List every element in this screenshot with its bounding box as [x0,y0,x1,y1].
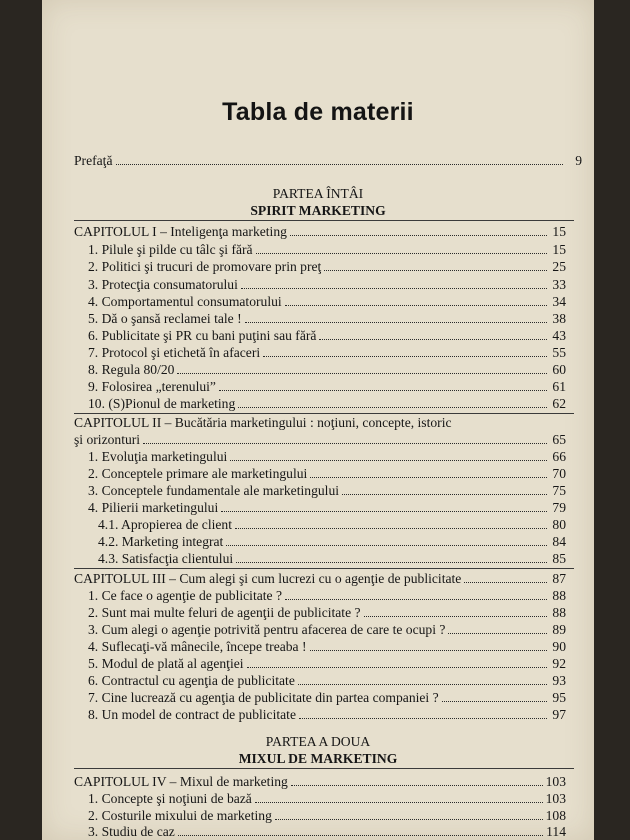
entry-page: 93 [552,673,566,688]
entry-label: 8. Un model de contract de publicitate [88,707,296,722]
entry-page: 15 [552,242,566,257]
entry-label: 1. Evoluţia marketingului [88,449,228,464]
entry-label: 7. Protocol şi etichetă în afaceri [88,345,261,360]
entry-page: 114 [546,824,566,839]
entry-page: 79 [552,500,566,515]
entry-label: 3. Cum alegi o agenţie potrivită pentru afacerea de care te ocupi ? [88,622,446,637]
dot-leader [116,153,564,165]
dot-leader [177,362,547,374]
toc-entry [88,328,566,344]
entry-page: 65 [552,432,566,447]
toc-entry [88,379,566,395]
entry-label: 5. Modul de plată al agenţiei [88,656,244,671]
dot-leader [247,656,547,668]
entry-label: 9. Folosirea „terenului” [88,379,216,394]
entry-label: 4. Comportamentul consumatorului [88,294,282,309]
entry-label: 1. Concepte şi noţiuni de bază [88,791,252,806]
toc-entry [88,449,566,465]
toc-entry [88,500,566,516]
chapter-title: CAPITOLUL I – Inteligenţa marketing [74,224,287,239]
toc-entry [88,294,566,310]
chapter-entry [74,224,566,240]
part-heading: PARTEA ÎNTÂI [272,186,364,201]
dot-leader [448,622,547,634]
entry-label: 2. Politici şi trucuri de promovare prin preţ [88,259,322,274]
entry-page: 55 [552,345,566,360]
toc-entry [88,808,566,824]
entry-label: 10. (S)Pionul de marketing [88,396,236,411]
toc-entry [88,791,566,807]
toc-entry [88,656,566,672]
entry-label: 8. Regula 80/20 [88,362,175,377]
toc-entry [88,707,566,723]
entry-page: 38 [552,311,566,326]
dot-leader [241,277,547,289]
chapter-entry-continued [74,432,566,448]
toc-entry [88,483,566,499]
dot-leader [245,311,547,323]
entry-page: 33 [552,277,566,292]
entry-label: 4.2. Marketing integrat [98,534,224,549]
toc-entry [88,242,566,258]
entry-page: 95 [552,690,566,705]
divider [74,568,574,569]
entry-page: 61 [552,379,566,394]
chapter-title: CAPITOLUL II – Bucătăria marketingului : noţiuni, concepte, istoric [74,415,452,430]
entry-page: 89 [552,622,566,637]
part-name: MIXUL DE MARKETING [238,751,398,766]
toc-entry [88,690,566,706]
dot-leader [285,294,547,306]
entry-page: 75 [552,483,566,498]
part-name: SPIRIT MARKETING [250,203,386,218]
entry-page: 60 [552,362,566,377]
entry-page: 97 [552,707,566,722]
dot-leader [310,639,547,651]
entry-label: 1. Pilule şi pilde cu tâlc şi fără [88,242,253,257]
entry-label: 2. Conceptele primare ale marketingului [88,466,308,481]
toc-entry [88,466,566,482]
entry-label: 3. Protecţia consumatorului [88,277,238,292]
dot-leader [226,534,547,546]
entry-page: 62 [552,396,566,411]
entry-label: 4. Suflecaţi-vă mânecile, începe treaba ! [88,639,307,654]
dot-leader [364,605,547,617]
entry-page: 66 [552,449,566,464]
dot-leader [236,551,547,563]
chapter-entry [74,774,566,790]
entry-label: 3. Studiu de caz [88,824,175,839]
entry-page: 88 [552,588,566,603]
dot-leader [235,517,547,529]
dot-leader [285,588,547,600]
entry-page: 9 [575,153,582,168]
divider [74,220,574,221]
toc-entry [88,396,566,412]
entry-page: 84 [552,534,566,549]
toc-entry [88,673,566,689]
part-heading: PARTEA A DOUA [265,734,371,749]
entry-label: 4.3. Satisfacţia clientului [98,551,234,566]
entry-page: 43 [552,328,566,343]
toc-subentry [98,517,566,533]
entry-label: 4.1. Apropierea de client [98,517,232,532]
entry-page: 103 [545,791,566,806]
entry-page: 80 [552,517,566,532]
dot-leader [342,483,547,495]
toc-entry [88,362,566,378]
dot-leader [256,242,547,254]
toc-entry [88,824,566,840]
entry-page: 92 [552,656,566,671]
entry-label: 7. Cine lucrează cu agenţia de publicitate din partea companiei ? [88,690,439,705]
chapter-title-continued: şi orizonturi [74,432,141,447]
dot-leader [238,396,547,408]
toc-entry [88,311,566,327]
page-title: Tabla de materii [222,98,414,126]
entry-label: 1. Ce face o agenţie de publicitate ? [88,588,282,603]
entry-page: 25 [552,259,566,274]
entry-label: 4. Pilierii marketingului [88,500,219,515]
dot-leader [290,224,547,236]
dot-leader [319,328,547,340]
divider [74,768,574,769]
entry-label: 2. Sunt mai multe feluri de agenţii de publicitate ? [88,605,361,620]
entry-page: 70 [552,466,566,481]
toc-entry [88,277,566,293]
dot-leader [324,259,547,271]
chapter-entry [74,415,566,431]
entry-label: Prefaţă [74,153,113,168]
entry-page: 34 [552,294,566,309]
entry-label: 6. Publicitate şi PR cu bani puţini sau fără [88,328,317,343]
entry-label: 6. Contractul cu agenţia de publicitate [88,673,295,688]
chapter-entry [74,571,566,587]
toc-entry [88,259,566,275]
entry-page: 90 [552,639,566,654]
divider [74,413,574,414]
toc-entry [88,345,566,361]
entry-page: 85 [552,551,566,566]
entry-page: 108 [545,808,566,823]
dot-leader [291,774,543,786]
entry-page: 87 [552,571,566,586]
entry-page: 88 [552,605,566,620]
toc-entry [88,605,566,621]
dot-leader [275,808,543,820]
toc-entry [88,622,566,638]
toc-subentry [98,534,566,550]
entry-label: 5. Dă o şansă reclamei tale ! [88,311,242,326]
toc-entry [88,639,566,655]
dot-leader [255,791,543,803]
toc-entry [88,588,566,604]
dot-leader [219,379,547,391]
dot-leader [178,824,543,836]
dot-leader [299,707,547,719]
entry-label: 3. Conceptele fundamentale ale marketingului [88,483,340,498]
dot-leader [263,345,547,357]
dot-leader [442,690,547,702]
dot-leader [310,466,547,478]
entry-page: 15 [552,224,566,239]
dot-leader [230,449,547,461]
dot-leader [143,432,547,444]
chapter-title: CAPITOLUL III – Cum alegi şi cum lucrezi cu o agenţie de publicitate [74,571,462,586]
toc-entry-preface [74,153,582,169]
book-page [42,0,594,840]
dot-leader [298,673,547,685]
toc-subentry [98,551,566,567]
dot-leader [221,500,547,512]
chapter-title: CAPITOLUL IV – Mixul de marketing [74,774,288,789]
entry-page: 103 [545,774,566,789]
dot-leader [464,571,547,583]
entry-label: 2. Costurile mixului de marketing [88,808,272,823]
